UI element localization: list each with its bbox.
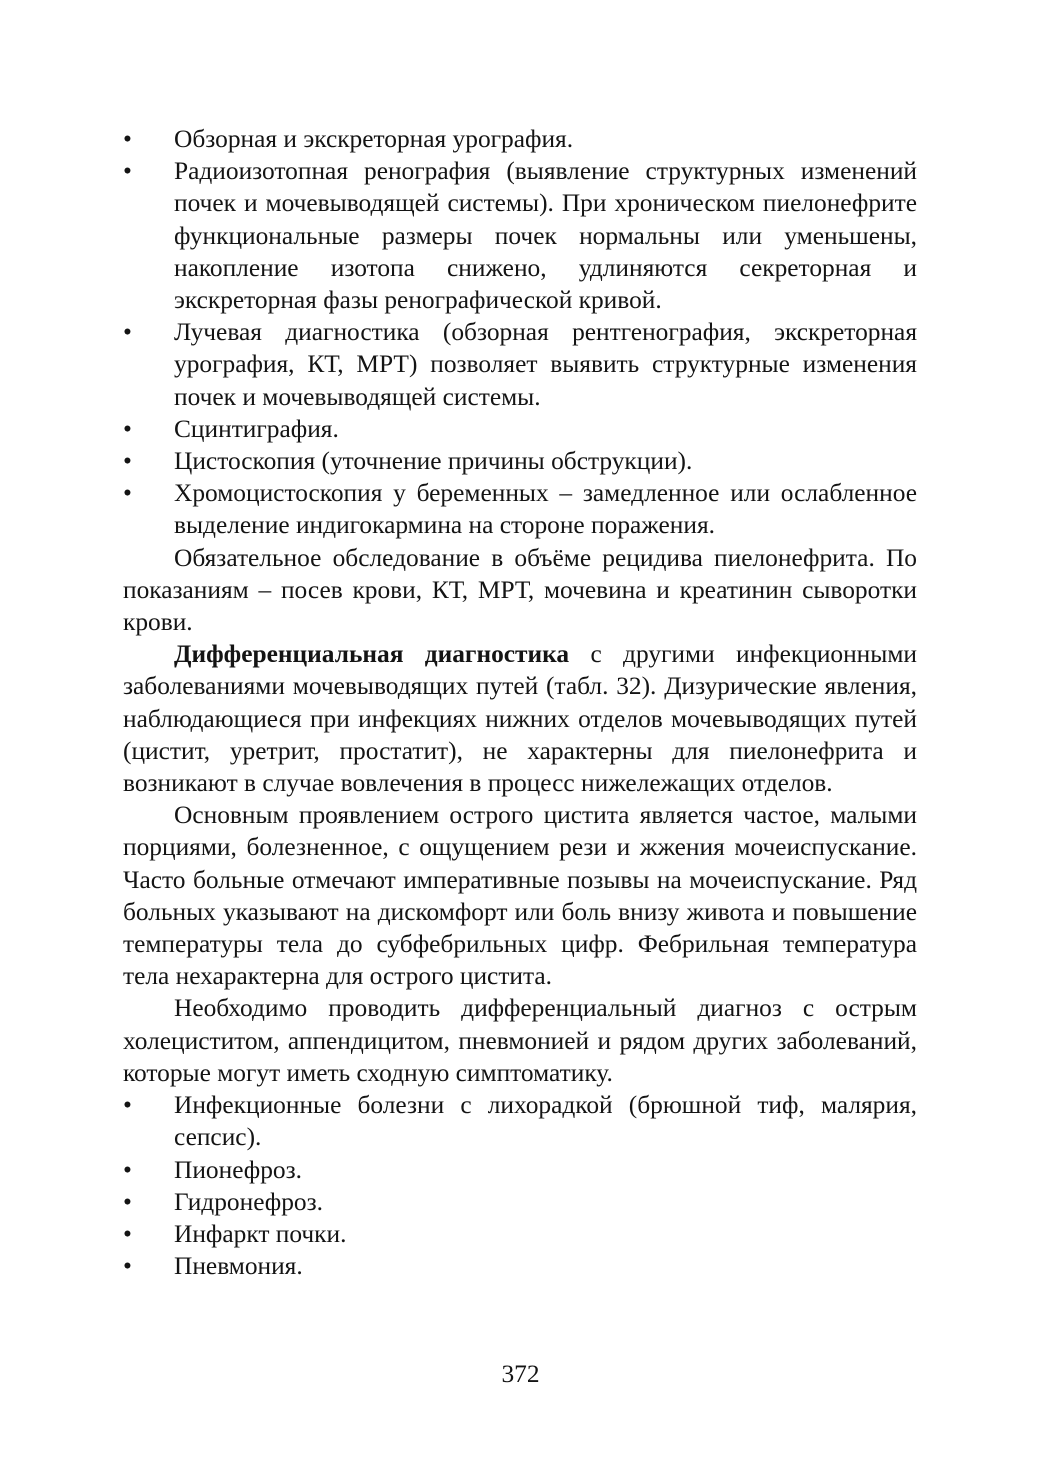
list-item-text: Пневмония. xyxy=(174,1252,303,1281)
bullet-icon: • xyxy=(123,1219,132,1248)
list-item-text: Радиоизотопная ренография (выявление структурных изменений почек и мочевыводящей системы). При хроническом пиелонефрите функциональные размеры почек нормальны или уменьшены, накопление изотопа снижено, удлиняются секреторная и экскреторная фазы ренографической кривой. xyxy=(174,157,917,315)
list-item-text: Лучевая диагностика (обзорная рентгенография, экскреторная урография, КТ, МРТ) позволяет выявить структурные изменения почек и мочевыводящей системы. xyxy=(174,318,917,411)
bullet-icon: • xyxy=(123,1187,132,1216)
list-item xyxy=(123,155,917,316)
list-item xyxy=(123,1089,917,1153)
list-item xyxy=(123,1218,917,1250)
paragraph-differential-need: Необходимо проводить дифференциальный диагноз с острым холециститом, аппендицитом, пневмонией и рядом других заболеваний, которые могут иметь сходную симптоматику. xyxy=(123,994,917,1087)
bullet-icon: • xyxy=(123,1155,132,1184)
paragraph-text: с другими инфекционными заболеваниями мочевыводящих путей (табл. 32). Дизурические явления, наблюдающиеся при инфекциях нижних отделов мочевыводящих путей (цистит, уретрит, простатит), не характерны для пиелонефрита и возникают в случае вовлечения в процесс нижележащих отделов. xyxy=(123,640,917,798)
list-item xyxy=(123,477,917,541)
bullet-icon: • xyxy=(123,125,132,153)
list-item-text: Гидронефроз. xyxy=(174,1187,323,1216)
bold-term: Дифференциальная диагностика xyxy=(174,640,570,669)
list-item-text: Инфаркт почки. xyxy=(174,1219,347,1248)
list-item xyxy=(123,1186,917,1218)
page-number: 372 xyxy=(501,1360,540,1388)
bullet-icon: • xyxy=(123,414,132,443)
list-item-text: Сцинтиграфия. xyxy=(174,414,339,443)
bullet-icon: • xyxy=(123,157,132,186)
list-item-text: Хромоцистоскопия у беременных – замедленное или ослабленное выделение индигокармина на стороне поражения. xyxy=(174,479,917,540)
list-item-text: Пионефроз. xyxy=(174,1155,303,1184)
list-item-text: Обзорная и экскреторная урография. xyxy=(174,125,574,153)
paragraph-mandatory-exam: Обязательное обследование в объёме рецидива пиелонефрита. По показаниям – посев крови, КТ, МРТ, мочевина и креатинин сыворотки крови. xyxy=(123,543,917,637)
list-item xyxy=(123,445,917,477)
bullet-icon: • xyxy=(123,1252,132,1281)
bullet-icon: • xyxy=(123,1091,132,1120)
list-item xyxy=(123,123,917,155)
list-item xyxy=(123,1250,917,1282)
paragraph-acute-cystitis: Основным проявлением острого цистита является частое, малыми порциями, болезненное, с ощущением рези и жжения мочеиспускание. Часто больные отмечают императивные позывы на мочеиспускание. Ряд больных указывают на дискомфорт или боль внизу живота и повышение температуры тела до субфебрильных цифр. Фебрильная температура тела нехарактерна для острого цистита. xyxy=(123,801,917,991)
list-item-text: Цистоскопия (уточнение причины обструкции). xyxy=(174,447,693,476)
list-item-text: Инфекционные болезни с лихорадкой (брюшной тиф, малярия, сепсис). xyxy=(174,1091,917,1152)
list-item xyxy=(123,316,917,413)
text-block xyxy=(123,123,917,1282)
bullet-icon: • xyxy=(123,318,132,347)
paragraph-differential-diagnosis xyxy=(123,638,917,799)
bullet-icon: • xyxy=(123,479,132,508)
bullet-icon: • xyxy=(123,447,132,476)
list-item xyxy=(123,413,917,445)
list-item xyxy=(123,1154,917,1186)
differential-diseases-list xyxy=(123,1089,917,1282)
diagnostics-methods-list xyxy=(123,123,917,542)
